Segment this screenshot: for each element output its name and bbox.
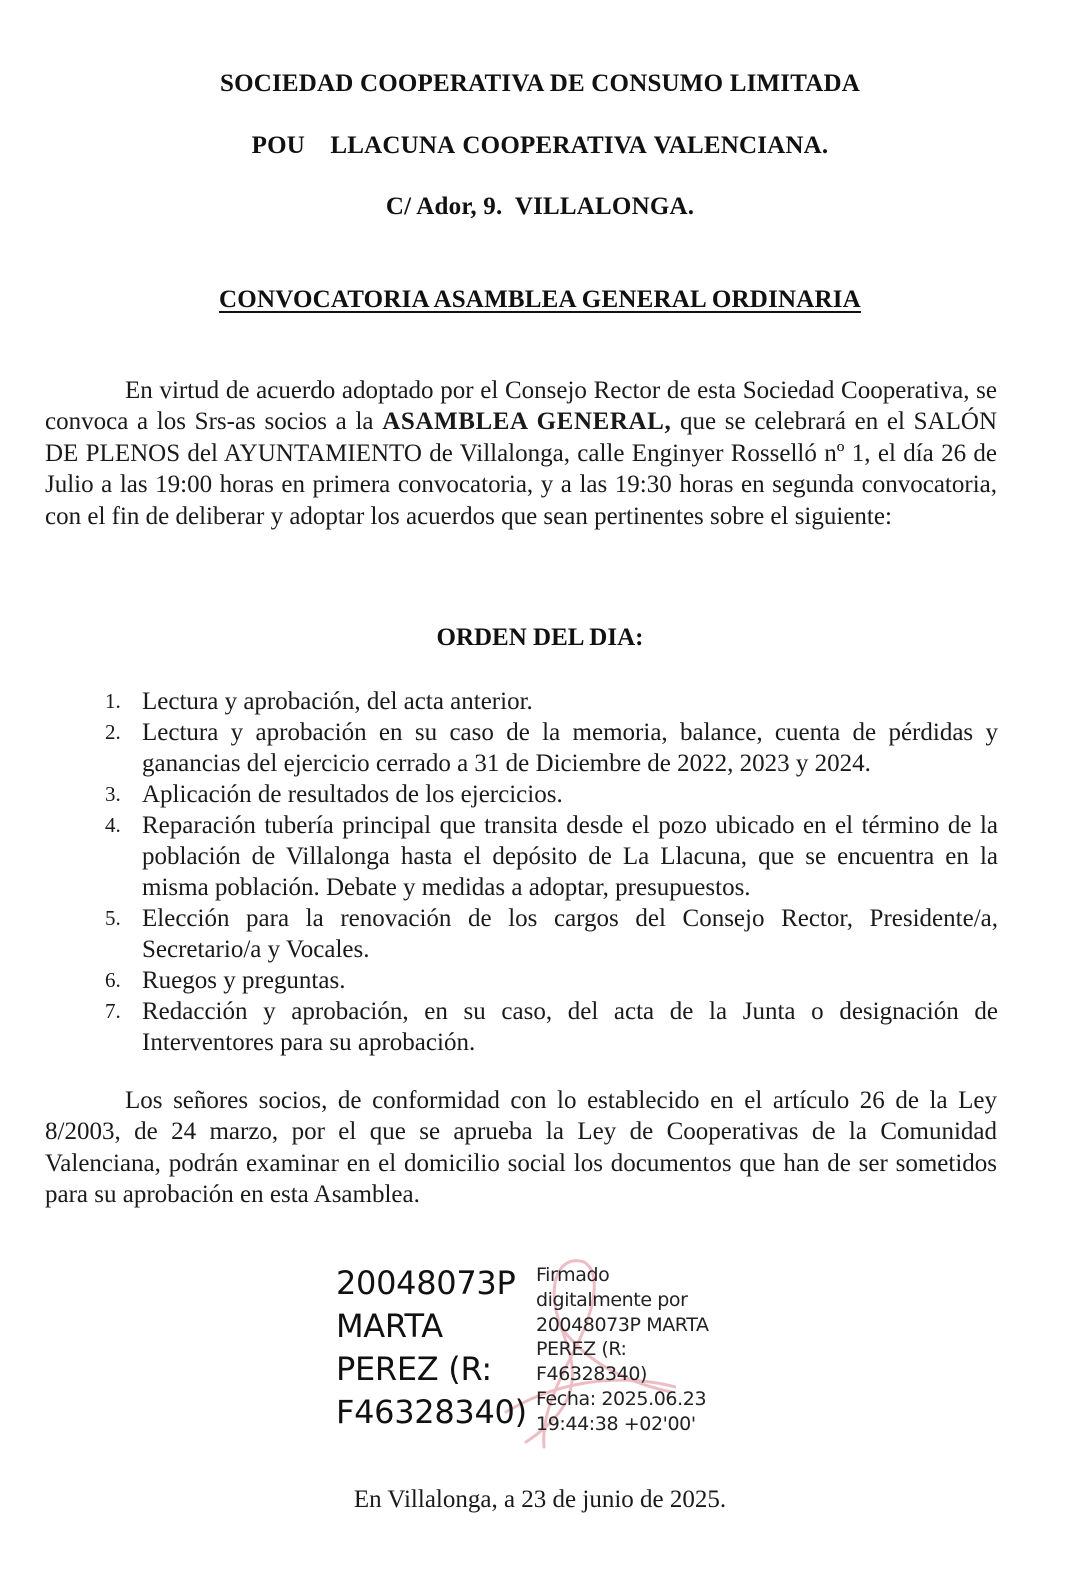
agenda-item xyxy=(105,779,998,810)
agenda-item-number: 5. xyxy=(105,906,121,930)
cooperative-type-heading: SOCIEDAD COOPERATIVA DE CONSUMO LIMITADA xyxy=(219,70,861,97)
digital-signature-block[interactable] xyxy=(336,1262,756,1462)
signer-name-line: 20048073P xyxy=(336,1264,516,1302)
agenda-list xyxy=(105,686,998,1058)
agenda-item-number: 1. xyxy=(105,689,121,713)
agenda-item-text: Aplicación de resultados de los ejercicios. xyxy=(142,781,563,808)
signature-detail-line: digitalmente por xyxy=(536,1288,688,1311)
agenda-item xyxy=(105,965,998,996)
agenda-item-number: 2. xyxy=(105,720,121,744)
signature-detail-line: Firmado xyxy=(536,1264,610,1286)
intro-paragraph xyxy=(45,375,997,532)
agenda-item-number: 4. xyxy=(105,813,121,837)
agenda-item-number: 6. xyxy=(105,968,121,992)
agenda-heading: ORDEN DEL DIA: xyxy=(436,624,644,651)
agenda-item-text: Reparación tubería principal que transita desde el pozo ubicado en el término de la población de Villalonga hasta el depósito de La Llacuna, que se encuentra en la misma población. Debate y medidas a adoptar, presupuestos. xyxy=(142,812,998,901)
signer-name-line: PEREZ (R: xyxy=(336,1350,492,1388)
intro-text-end: que se celebrará en el SALÓN DE PLENOS del AYUNTAMIENTO de Villalonga, calle Enginyer Rosselló nº 1, el día 26 de Julio a las 19:00 horas en primera convocatoria, y a las 19:30 horas en segunda convocatoria, con el fin de deliberar y adoptar los acuerdos que sean pertinentes sobre el siguiente: xyxy=(45,408,997,530)
closing-paragraph xyxy=(45,1085,997,1211)
asamblea-general-emphasis: ASAMBLEA GENERAL, xyxy=(382,408,672,436)
signature-date-line: Fecha: 2025.06.23 xyxy=(536,1387,707,1410)
agenda-item-number: 3. xyxy=(105,782,121,806)
signer-name xyxy=(336,1262,527,1434)
agenda-item-text: Lectura y aprobación en su caso de la memoria, balance, cuenta de pérdidas y ganancias del ejercicio cerrado a 31 de Diciembre de 2022, 2023 y 2024. xyxy=(142,719,998,777)
agenda-item-text: Elección para la renovación de los cargos del Consejo Rector, Presidente/a, Secretario/a y Vocales. xyxy=(142,905,998,963)
signature-time-line: 19:44:38 +02'00' xyxy=(536,1412,696,1435)
intro-text-start: En virtud de acuerdo adoptado por el Consejo Rector de esta Sociedad Cooperativa, se convoca a los Srs-as socios a la xyxy=(45,377,997,436)
agenda-item xyxy=(105,717,998,779)
place-and-date: En Villalonga, a 23 de junio de 2025. xyxy=(353,1486,727,1513)
agenda-item xyxy=(105,996,998,1058)
signature-details xyxy=(536,1263,709,1437)
agenda-item xyxy=(105,686,998,717)
agenda-item xyxy=(105,810,998,903)
agenda-item-text: Lectura y aprobación, del acta anterior. xyxy=(142,688,533,715)
document-title: CONVOCATORIA ASAMBLEA GENERAL ORDINARIA xyxy=(219,286,861,313)
agenda-item-number: 7. xyxy=(105,999,121,1023)
signature-detail-line: F46328340) xyxy=(536,1363,648,1386)
signer-name-line: F46328340) xyxy=(336,1393,527,1431)
closing-text: Los señores socios, de conformidad con lo establecido en el artículo 26 de la Ley 8/2003, de 24 marzo, por el que se aprueba la Ley de Cooperativas de la Comunidad Valenciana, podrán examinar en el domicilio social los documentos que han de ser sometidos para su aprobación en esta Asamblea. xyxy=(45,1087,997,1209)
signer-name-line: MARTA xyxy=(336,1307,443,1345)
agenda-item-text: Ruegos y preguntas. xyxy=(142,967,346,994)
agenda-item xyxy=(105,903,998,965)
address-heading: C/ Ador, 9. VILLALONGA. xyxy=(385,193,695,220)
agenda-item-text: Redacción y aprobación, en su caso, del acta de la Junta o designación de Interventores para su aprobación. xyxy=(142,998,998,1056)
signature-detail-line: 20048073P MARTA xyxy=(536,1313,709,1336)
cooperative-name-heading: POU LLACUNA COOPERATIVA VALENCIANA. xyxy=(251,132,829,159)
signature-detail-line: PEREZ (R: xyxy=(536,1338,627,1361)
